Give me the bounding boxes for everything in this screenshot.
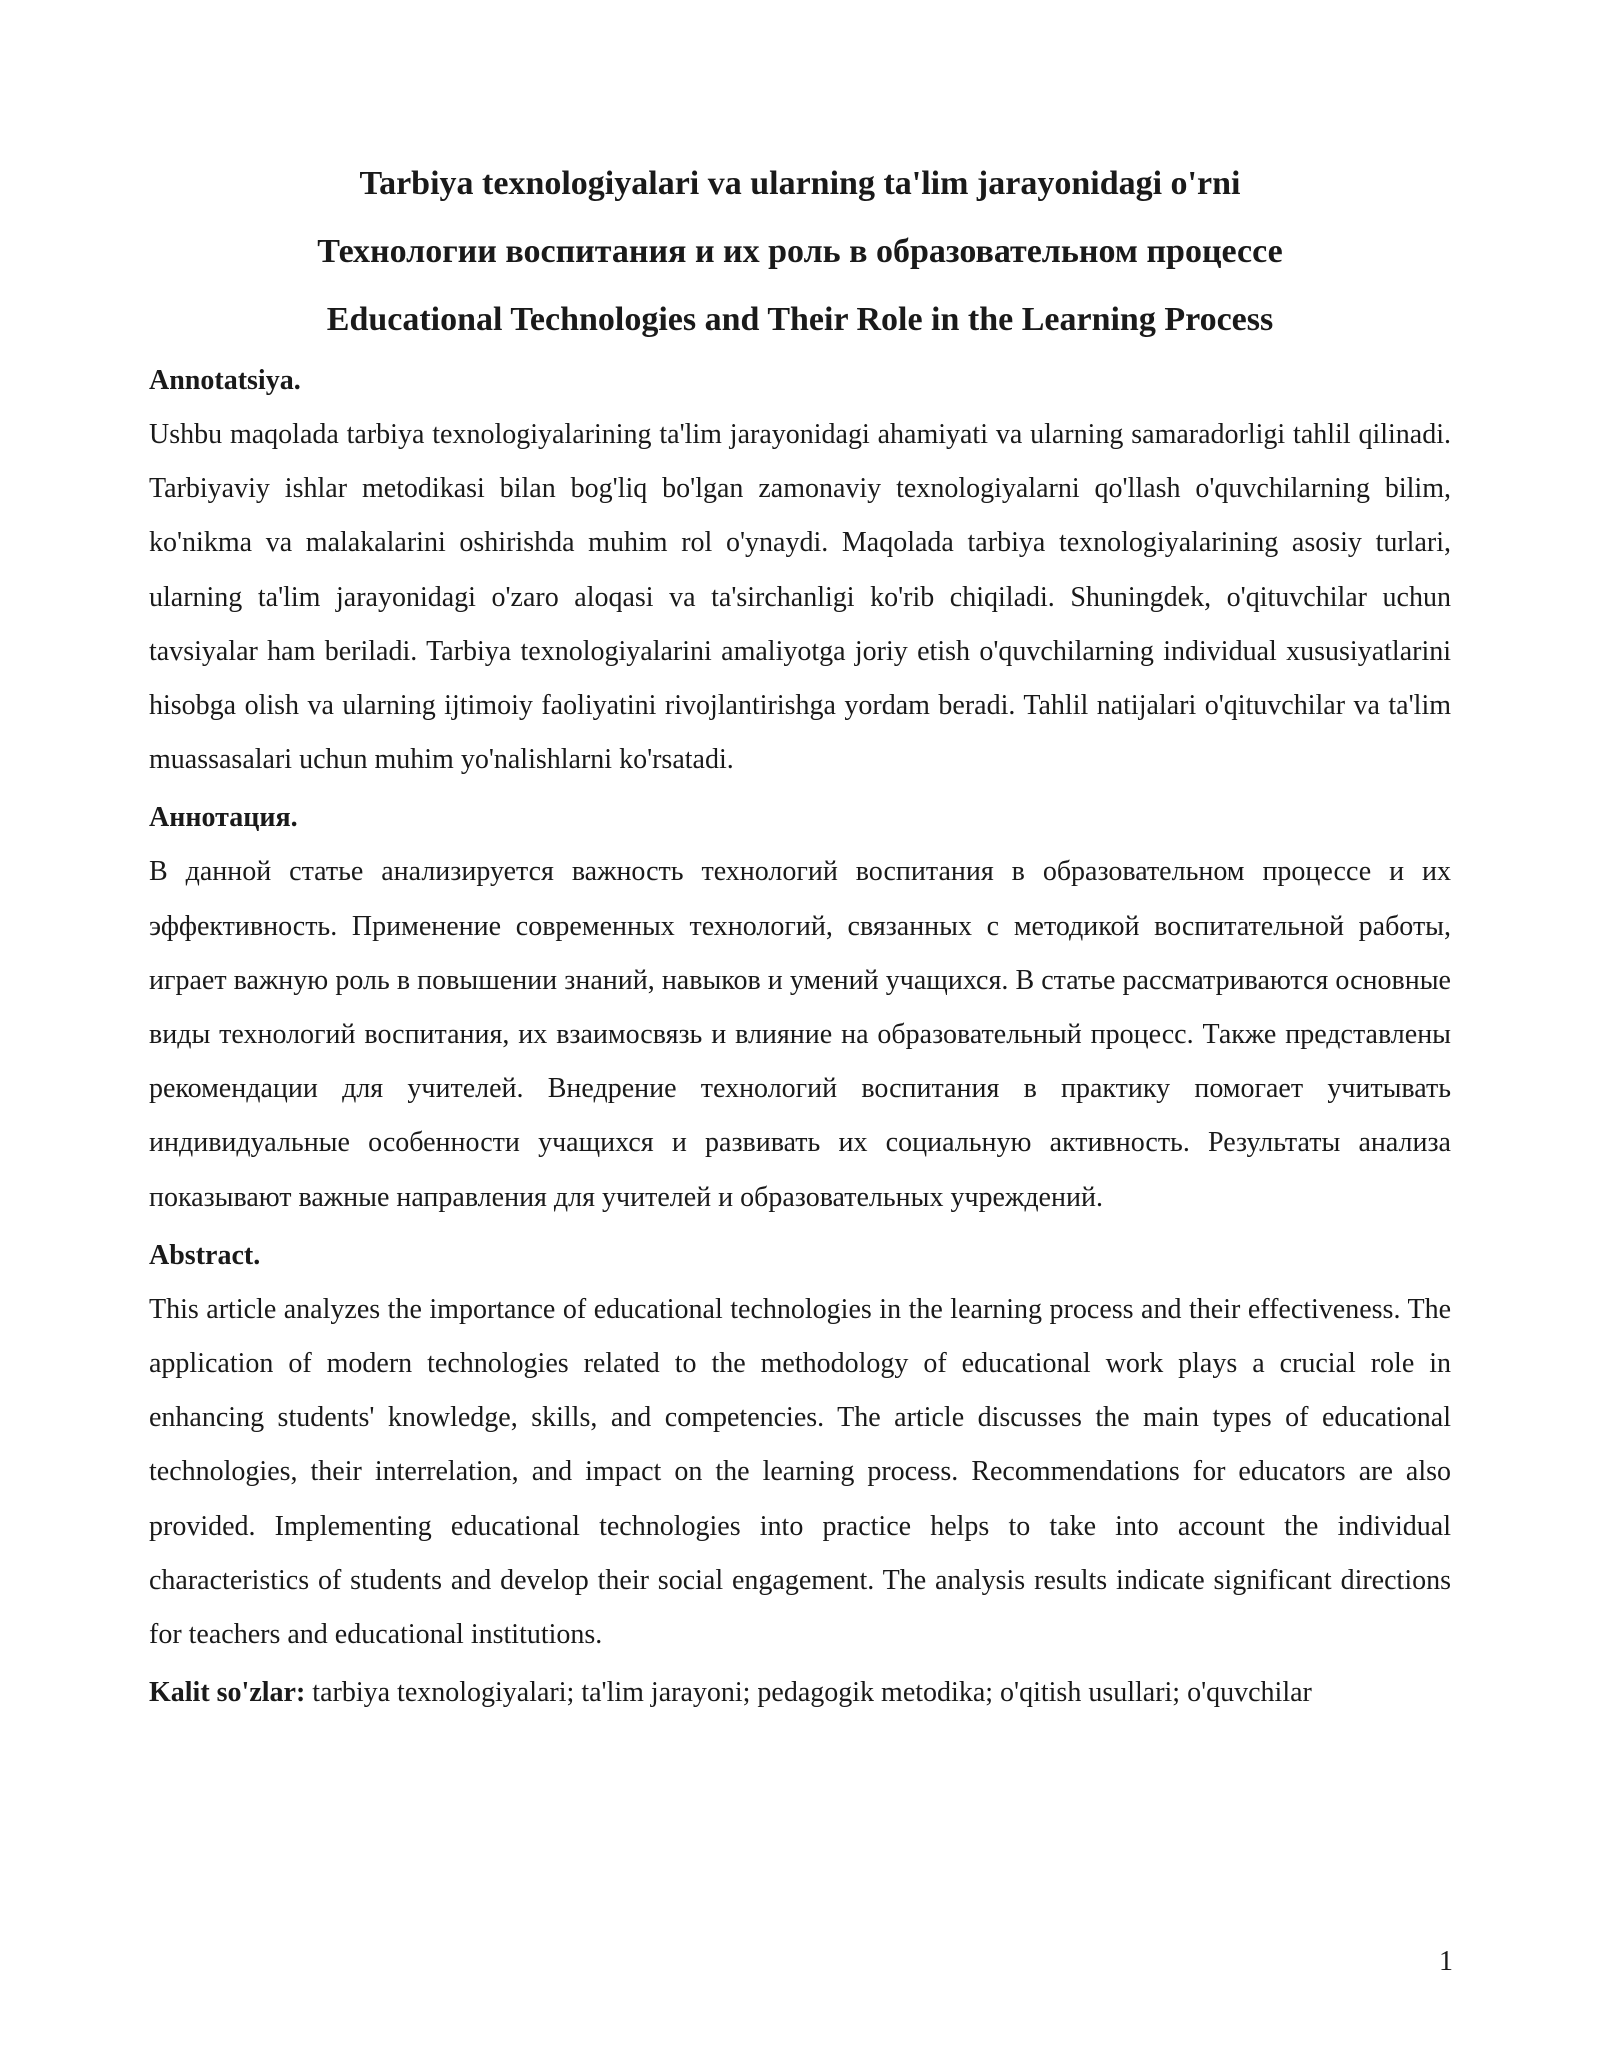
abstract-en-heading: Abstract.	[149, 1239, 261, 1271]
page-content	[149, 150, 1451, 1720]
annotation-uz-text: Ushbu maqolada tarbiya texnologiyalarining ta'lim jarayonidagi ahamiyati va ularning samaradorligi tahlil qilinadi. Tarbiyaviy ishlar metodikasi bilan bog'liq bo'lgan zamonaviy texnologiyalarni qo'llash o'quvchilarning bilim, ko'nikma va malakalarini oshirishda muhim rol o'ynaydi. Maqolada tarbiya texnologiyalarining asosiy turlari, ularning ta'lim jarayonidagi o'zaro aloqasi va ta'sirchanligi ko'rib chiqiladi. Shuningdek, o'qituvchilar uchun tavsiyalar ham beriladi. Tarbiya texnologiyalarini amaliyotga joriy etish o'quvchilarning individual xususiyatlarini hisobga olish va ularning ijtimoiy faoliyatini rivojlantirishga yordam beradi. Tahlil natijalari o'qituvchilar va ta'lim muassasalari uchun muhim yo'nalishlarni ko'rsatadi.	[149, 419, 1451, 776]
annotation-ru-heading: Аннотация.	[149, 802, 298, 834]
annotation-ru-text: В данной статье анализируется важность технологий воспитания в образовательном процессе и их эффективность. Применение современных технологий, связанных с методикой воспитательной работы, играет важную роль в повышении знаний, навыков и умений учащихся. В статье рассматриваются основные виды технологий воспитания, их взаимосвязь и влияние на образовательный процесс. Также представлены рекомендации для учителей. Внедрение технологий воспитания в практику помогает учитывать индивидуальные особенности учащихся и развивать их социальную активность. Результаты анализа показывают важные направления для учителей и образовательных учреждений.	[149, 856, 1451, 1213]
keywords-text: tarbiya texnologiyalari; ta'lim jarayoni; pedagogik metodika; o'qitish usullari; o'quvchilar	[305, 1677, 1312, 1709]
abstract-en-text: This article analyzes the importance of educational technologies in the learning process and their effectiveness. The application of modern technologies related to the methodology of educational work plays a crucial role in enhancing students' knowledge, skills, and competencies. The article discusses the main types of educational technologies, their interrelation, and impact on the learning process. Recommendations for educators are also provided. Implementing educational technologies into practice helps to take into account the individual characteristics of students and develop their social engagement. The analysis results indicate significant directions for teachers and educational institutions.	[149, 1293, 1451, 1651]
keywords-line	[149, 1666, 1451, 1720]
title-uzbek: Tarbiya texnologiyalari va ularning ta'lim jarayonidagi o'rni	[359, 165, 1241, 202]
title-russian: Технологии воспитания и их роль в образовательном процессе	[317, 233, 1283, 270]
keywords-label: Kalit so'zlar:	[149, 1677, 306, 1709]
page-number: 1	[1439, 1946, 1453, 1977]
annotation-uz-heading: Annotatsiya.	[149, 365, 301, 396]
title-english: Educational Technologies and Their Role in the Learning Process	[326, 301, 1274, 338]
